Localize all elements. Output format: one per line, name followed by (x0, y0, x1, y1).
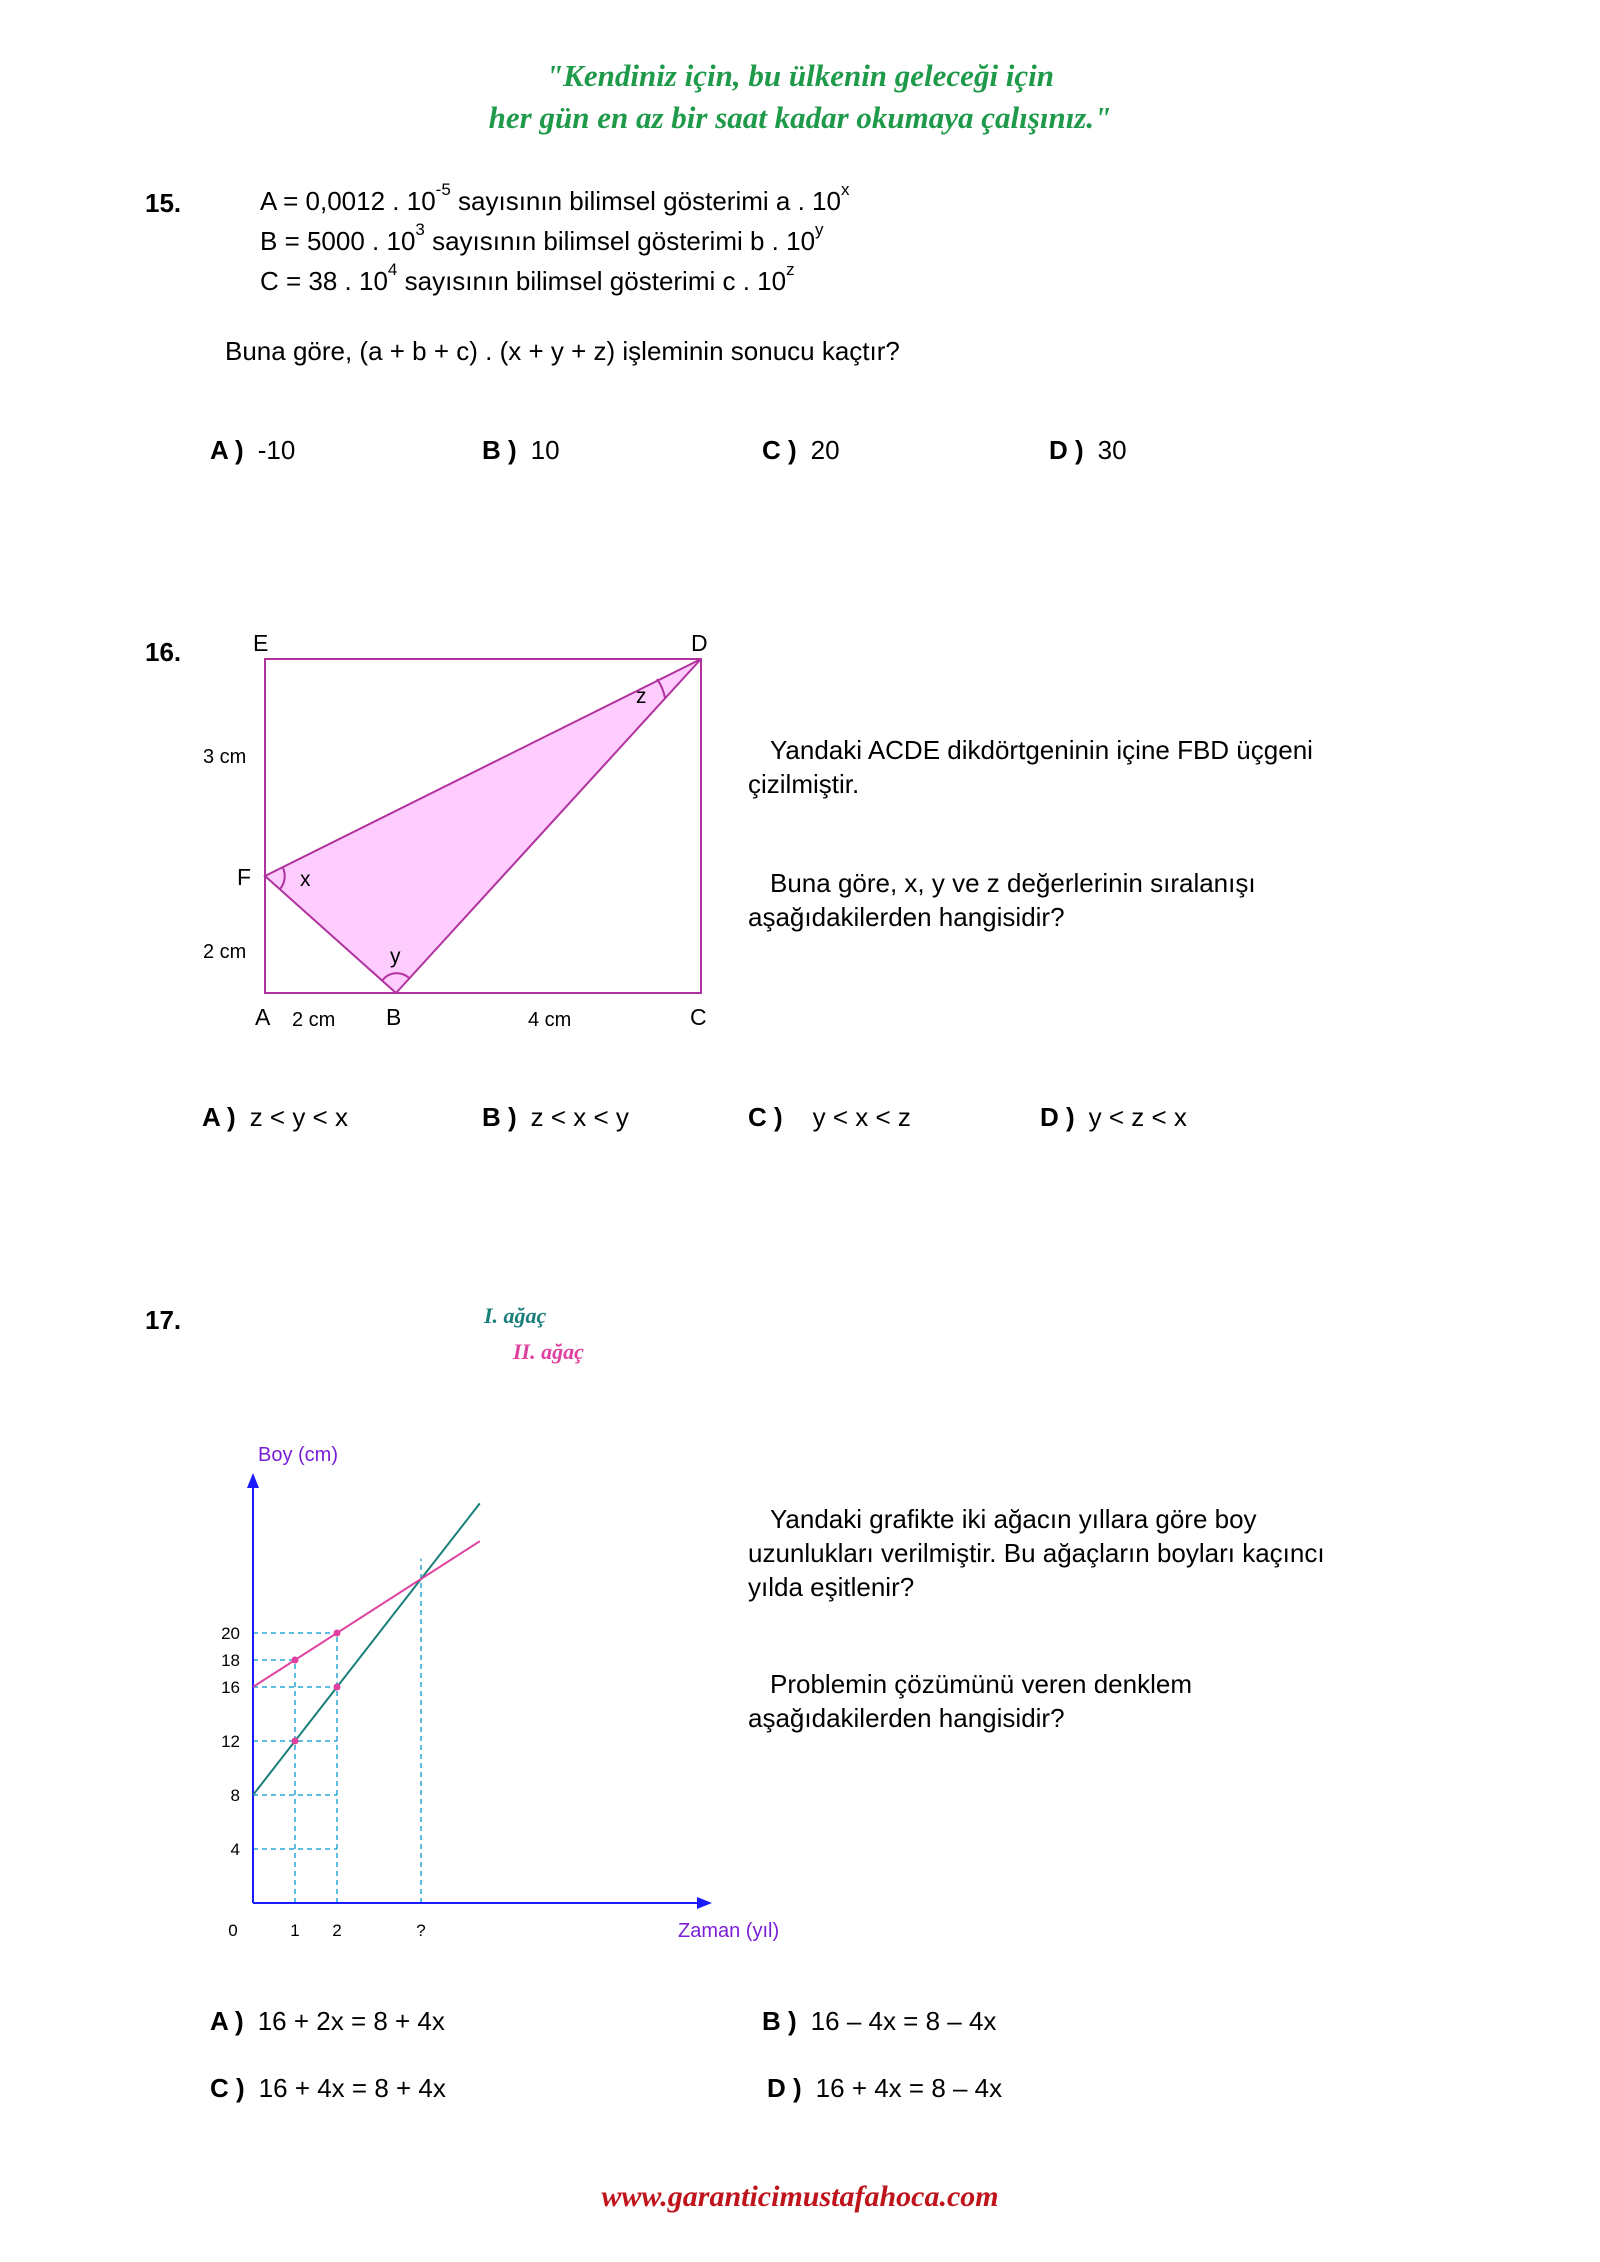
data-point-s2-x1 (292, 1657, 299, 1664)
option-d[interactable]: D ) 30 (1049, 435, 1127, 465)
question-number: 15. (145, 188, 182, 218)
question-number: 17. (145, 1305, 182, 1335)
data-point-s1-x1 (292, 1738, 299, 1745)
question-text: Buna göre, (a + b + c) . (x + y + z) işleminin sonucu kaçtır? (225, 336, 900, 366)
statement-c: C = 38 . $10^4$ sayısının bilimsel gösterimi c . 10$^z$ (260, 260, 795, 296)
option-c[interactable]: C ) y < x < z (748, 1102, 911, 1132)
rectangle-triangle-figure (0, 0, 1600, 1100)
statement-b: B = 5000 . $10^3$ sayısının bilimsel gösterimi b . 10$^y$ (260, 220, 824, 256)
y-tick-18: 18 (221, 1651, 240, 1670)
series-line-1 (253, 1503, 480, 1795)
y-axis-arrow (247, 1473, 259, 1488)
label-angle-x: x (300, 868, 311, 891)
y-tick-labels (221, 1624, 240, 1859)
option-b[interactable]: B ) z < x < y (482, 1102, 629, 1132)
option-d[interactable]: D ) y < z < x (1040, 1102, 1187, 1132)
y-tick-20: 20 (221, 1624, 240, 1643)
label-b: B (386, 1004, 402, 1030)
y-tick-8: 8 (230, 1786, 240, 1805)
x-tick-2: 2 (332, 1921, 342, 1940)
option-b[interactable]: B ) 10 (482, 435, 560, 465)
option-d[interactable]: D ) 16 + 4x = 8 – 4x (767, 2073, 1003, 2103)
x-tick-unknown: ? (416, 1921, 426, 1940)
description-text: Yandaki grafikte iki ağacın yıllara göre boy uzunlukları verilmiştir. Bu ağaçların boyları kaçıncı yılda eşitlenir? (748, 1504, 1325, 1602)
label-a: A (255, 1004, 271, 1030)
data-point-s2-x2 (334, 1630, 341, 1637)
series-label-2: II. ağaç (513, 1339, 584, 1364)
question-number: 16. (145, 637, 182, 667)
growth-chart (0, 1290, 800, 1950)
x-tick-0: 0 (228, 1921, 238, 1940)
series-label-1: I. ağaç (484, 1303, 547, 1328)
length-bc: 4 cm (528, 1009, 572, 1031)
option-a[interactable]: A ) -10 (210, 435, 296, 465)
chart-lines (253, 1503, 480, 1795)
label-e: E (253, 630, 269, 656)
description-text: Yandaki ACDE dikdörtgeninin içine FBD üçgeni çizilmiştir. (748, 735, 1313, 799)
question-text: Buna göre, x, y ve z değerlerinin sıralanışı aşağıdakilerden hangisidir? (748, 868, 1256, 932)
x-tick-labels (228, 1921, 425, 1940)
label-d: D (691, 630, 708, 656)
y-axis-label: Boy (cm) (258, 1444, 338, 1466)
label-f: F (237, 864, 252, 890)
series-line-2 (253, 1541, 480, 1687)
x-axis-label: Zaman (yıl) (678, 1920, 780, 1942)
y-tick-4: 4 (230, 1840, 240, 1859)
option-a[interactable]: A ) z < y < x (202, 1102, 348, 1132)
statement-a: A = 0,0012 . $10^{-5}$ sayısının bilimsel gösterimi a . 10$^x$ (260, 180, 850, 216)
option-b[interactable]: B ) 16 – 4x = 8 – 4x (762, 2006, 997, 2036)
x-tick-1: 1 (290, 1921, 300, 1940)
option-a[interactable]: A ) 16 + 2x = 8 + 4x (210, 2006, 445, 2036)
motto-line-1: "Kendiniz için, bu ülkenin geleceği için (545, 58, 1055, 93)
label-angle-z: z (636, 685, 647, 708)
data-point-s1-x2 (334, 1684, 341, 1691)
question-text: Problemin çözümünü veren denklem aşağıdakilerden hangisidir? (748, 1669, 1192, 1733)
motto-line-2: her gün en az bir saat kadar okumaya çalışınız." (488, 100, 1112, 135)
x-axis-arrow (697, 1897, 712, 1909)
length-fa: 2 cm (203, 941, 247, 963)
triangle-fbd (265, 659, 701, 993)
option-c[interactable]: C ) 16 + 4x = 8 + 4x (210, 2073, 446, 2103)
footer-url[interactable]: www.garanticimustafahoca.com (601, 2180, 999, 2213)
label-c: C (690, 1004, 707, 1030)
label-angle-y: y (390, 945, 401, 968)
option-c[interactable]: C ) 20 (762, 435, 840, 465)
y-tick-12: 12 (221, 1732, 240, 1751)
length-ef: 3 cm (203, 746, 247, 768)
y-tick-16: 16 (221, 1678, 240, 1697)
length-ab: 2 cm (292, 1009, 336, 1031)
